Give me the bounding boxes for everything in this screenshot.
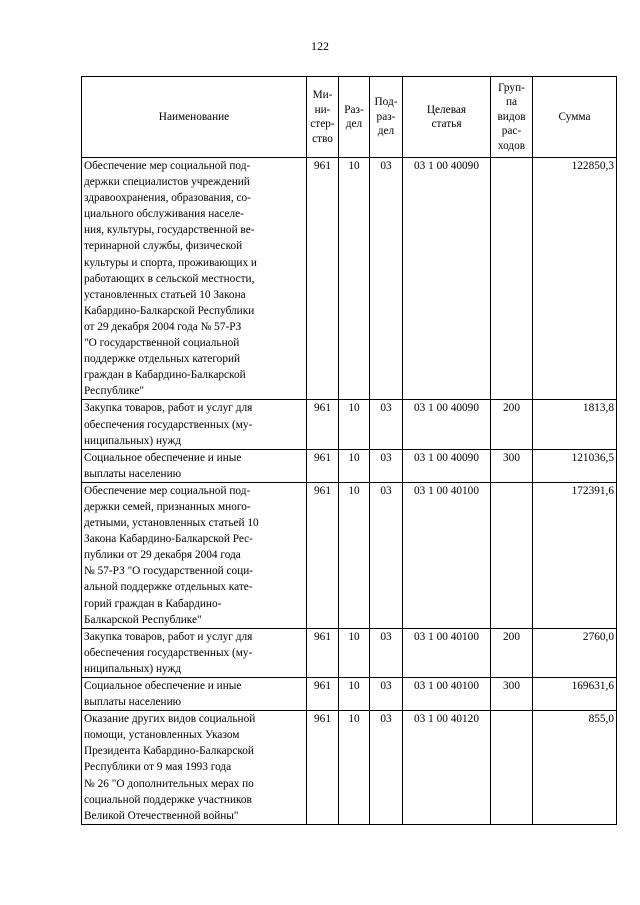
row-group: 200 bbox=[491, 628, 533, 677]
row-target: 03 1 00 40120 bbox=[403, 711, 491, 825]
row-group bbox=[491, 158, 533, 400]
row-name: Социальное обеспечение и иные выплаты населению bbox=[82, 449, 307, 482]
row-ministry: 961 bbox=[307, 678, 339, 711]
row-ministry: 961 bbox=[307, 449, 339, 482]
row-group: 300 bbox=[491, 678, 533, 711]
row-sum: 169631,6 bbox=[533, 678, 617, 711]
header-sum: Сумма bbox=[533, 77, 617, 158]
row-group bbox=[491, 482, 533, 628]
row-ministry: 961 bbox=[307, 158, 339, 400]
table-row bbox=[82, 628, 617, 677]
row-target: 03 1 00 40090 bbox=[403, 400, 491, 449]
row-section: 10 bbox=[339, 400, 370, 449]
table-row bbox=[82, 482, 617, 628]
row-section: 10 bbox=[339, 449, 370, 482]
table-row bbox=[82, 449, 617, 482]
row-name: Закупка товаров, работ и услуг для обеспечения государственных (му- ниципальных) нужд bbox=[82, 400, 307, 449]
row-name: Социальное обеспечение и иные выплаты населению bbox=[82, 678, 307, 711]
row-target: 03 1 00 40100 bbox=[403, 482, 491, 628]
header-subsection: Под- раз- дел bbox=[370, 77, 403, 158]
row-section: 10 bbox=[339, 678, 370, 711]
row-target: 03 1 00 40100 bbox=[403, 628, 491, 677]
row-subsection: 03 bbox=[370, 400, 403, 449]
row-sum: 2760,0 bbox=[533, 628, 617, 677]
table-row bbox=[82, 400, 617, 449]
row-ministry: 961 bbox=[307, 400, 339, 449]
row-subsection: 03 bbox=[370, 711, 403, 825]
row-subsection: 03 bbox=[370, 628, 403, 677]
row-sum: 121036,5 bbox=[533, 449, 617, 482]
row-sum: 1813,8 bbox=[533, 400, 617, 449]
row-name: Обеспечение мер социальной под- держки семей, признанных много- детными, установленных статьей 10 Закона Кабардино-Балкарской Рес- публики от 29 декабря 2004 года № 57-РЗ "О государственной соци- альной поддержке отдельных кате- горий граждан в Кабардино- Балкарской Республике" bbox=[82, 482, 307, 628]
row-group: 300 bbox=[491, 449, 533, 482]
row-section: 10 bbox=[339, 711, 370, 825]
row-sum: 855,0 bbox=[533, 711, 617, 825]
table-row bbox=[82, 711, 617, 825]
header-target: Целевая статья bbox=[403, 77, 491, 158]
budget-table bbox=[81, 76, 617, 825]
row-sum: 172391,6 bbox=[533, 482, 617, 628]
row-ministry: 961 bbox=[307, 628, 339, 677]
row-target: 03 1 00 40090 bbox=[403, 158, 491, 400]
row-name: Оказание других видов социальной помощи, установленных Указом Президента Кабардино-Балкарской Республики от 9 мая 1993 года № 26 "О дополнительных мерах по социальной поддержке участников Великой Отечественной войны" bbox=[82, 711, 307, 825]
table-header-row bbox=[82, 77, 617, 158]
row-section: 10 bbox=[339, 482, 370, 628]
row-ministry: 961 bbox=[307, 711, 339, 825]
row-subsection: 03 bbox=[370, 449, 403, 482]
row-name: Обеспечение мер социальной под- держки специалистов учреждений здравоохранения, образования, со- циального обслуживания населе- ния, культуры, государственной ве- теринарной службы, физической культуры и спорта, проживающих и работающих в сельской местности, установленных статьей 10 Закона Кабардино-Балкарской Республики от 29 декабря 2004 года № 57-РЗ "О государственной социальной поддержке отдельных категорий граждан в Кабардино-Балкарской Республике" bbox=[82, 158, 307, 400]
row-subsection: 03 bbox=[370, 678, 403, 711]
header-ministry: Ми- ни- стер- ство bbox=[307, 77, 339, 158]
header-group: Груп- па видов рас- ходов bbox=[491, 77, 533, 158]
row-target: 03 1 00 40100 bbox=[403, 678, 491, 711]
row-group bbox=[491, 711, 533, 825]
row-sum: 122850,3 bbox=[533, 158, 617, 400]
row-group: 200 bbox=[491, 400, 533, 449]
row-ministry: 961 bbox=[307, 482, 339, 628]
row-target: 03 1 00 40090 bbox=[403, 449, 491, 482]
page-number: 122 bbox=[311, 39, 329, 53]
row-section: 10 bbox=[339, 628, 370, 677]
table-row bbox=[82, 678, 617, 711]
header-name: Наименование bbox=[82, 77, 307, 158]
row-section: 10 bbox=[339, 158, 370, 400]
table-body bbox=[82, 158, 617, 825]
row-subsection: 03 bbox=[370, 482, 403, 628]
row-name: Закупка товаров, работ и услуг для обеспечения государственных (му- ниципальных) нужд bbox=[82, 628, 307, 677]
row-subsection: 03 bbox=[370, 158, 403, 400]
table-row bbox=[82, 158, 617, 400]
header-section: Раз- дел bbox=[339, 77, 370, 158]
